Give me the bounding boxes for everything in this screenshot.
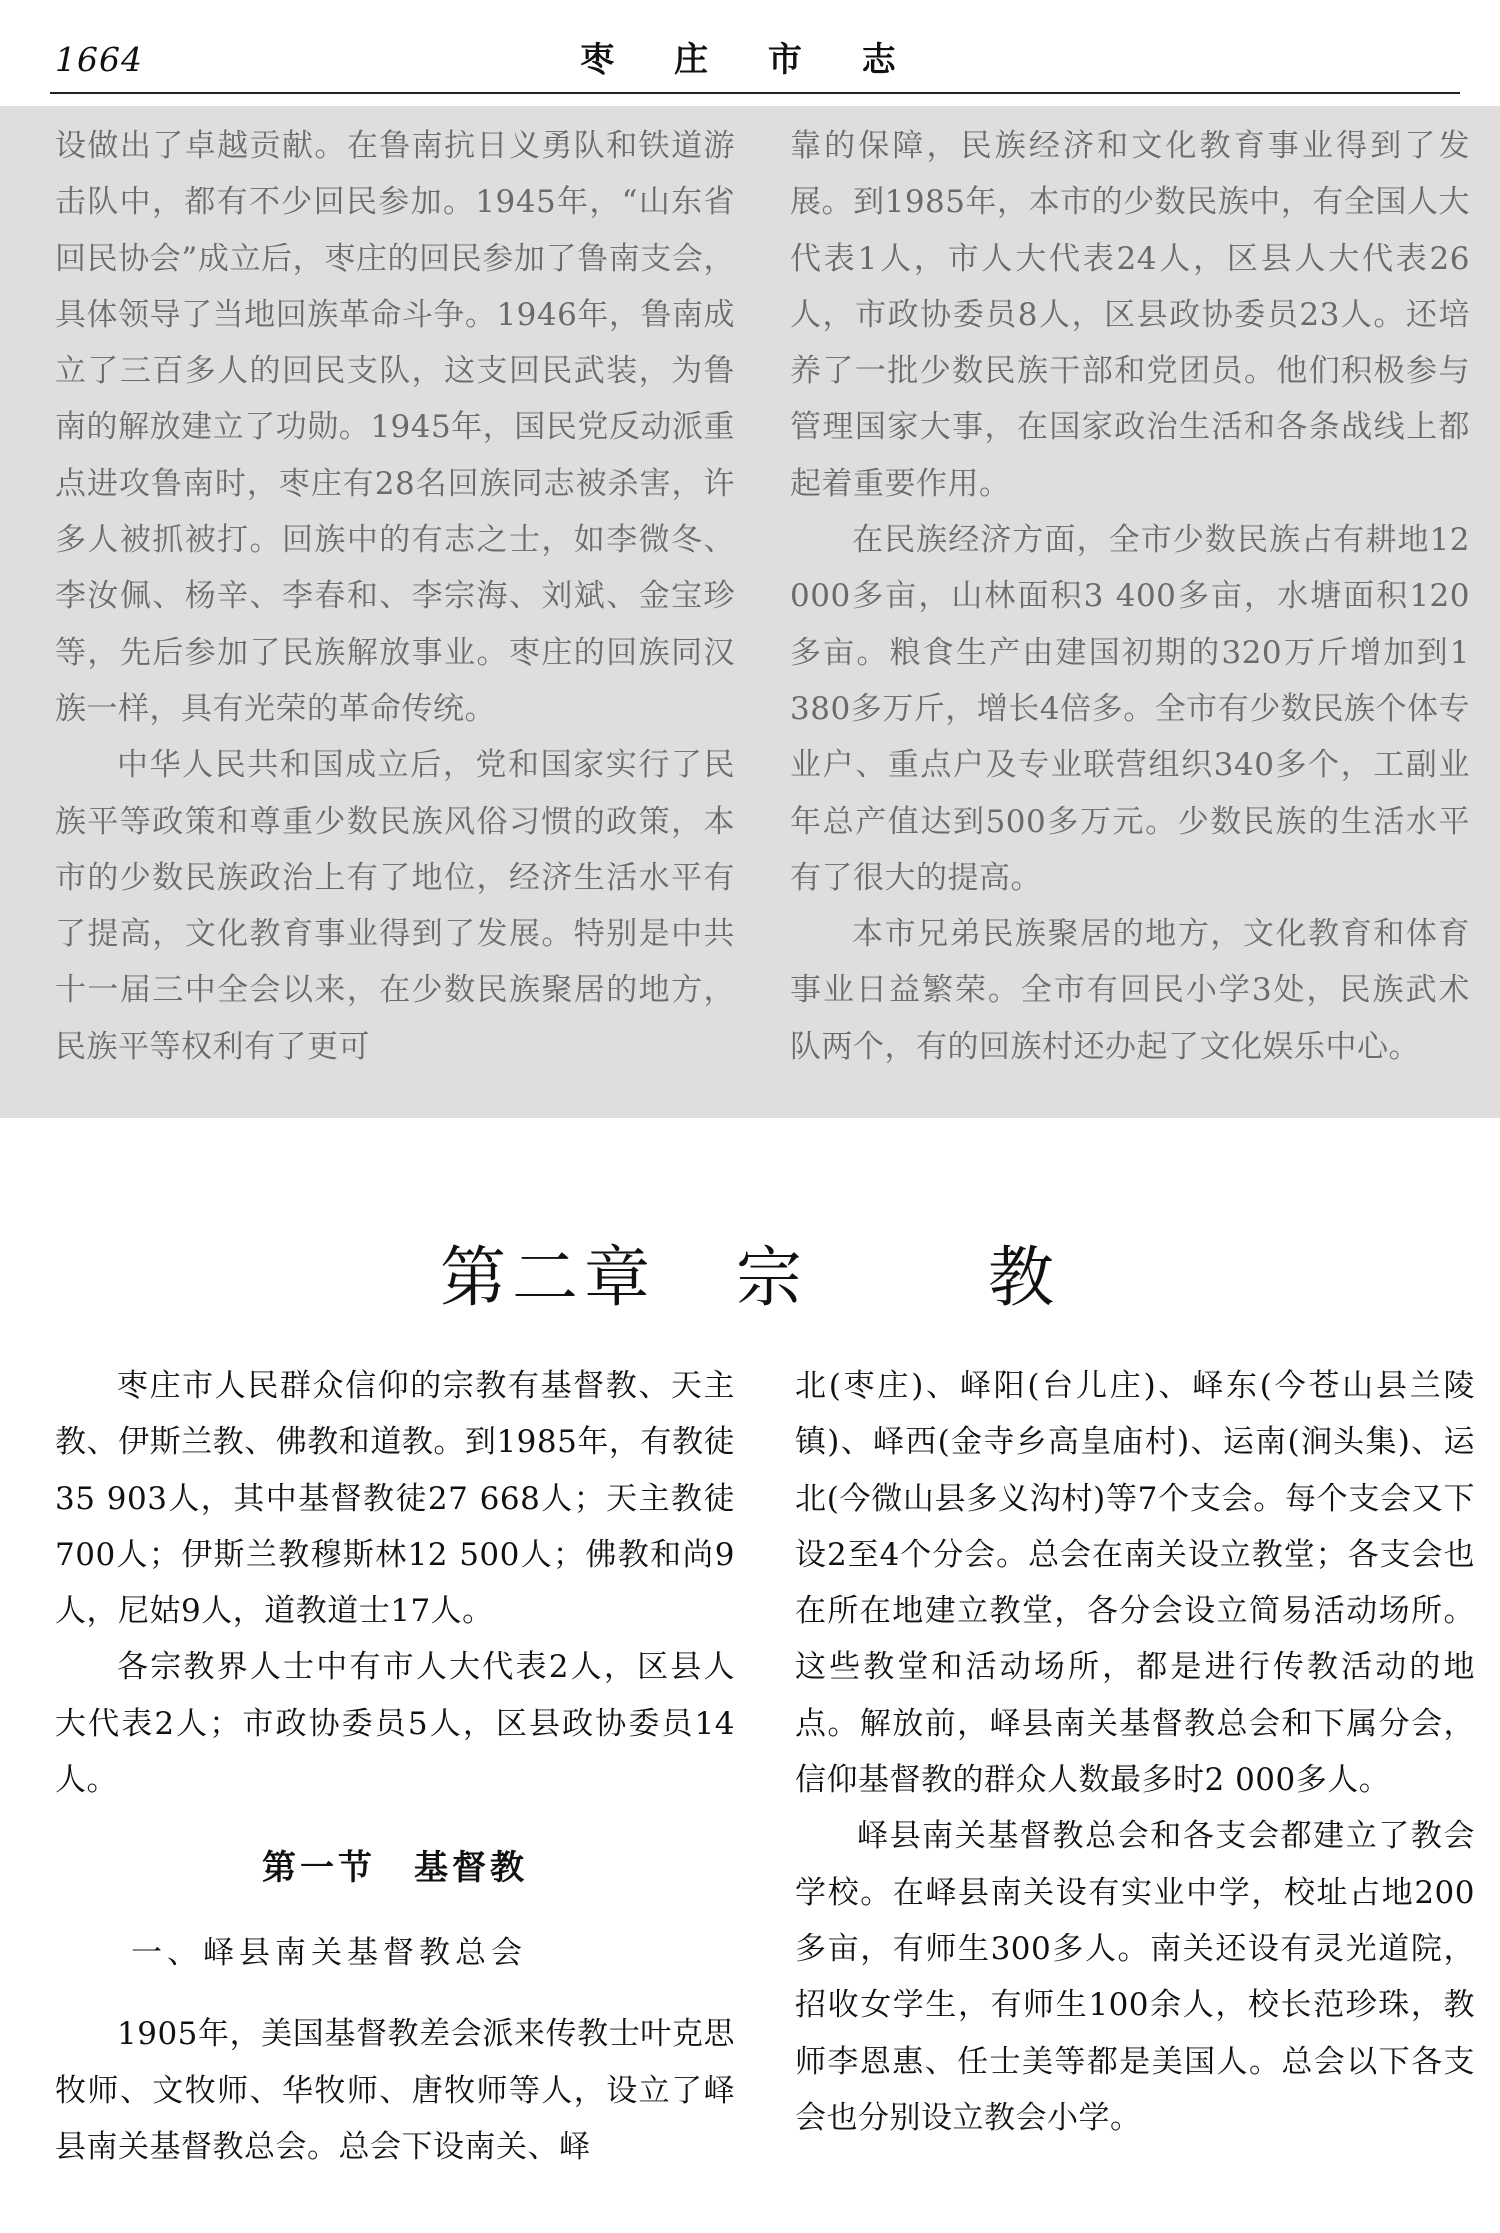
header-rule [50,92,1460,94]
paragraph: 峄县南关基督教总会和各支会都建立了教会学校。在峄县南关设有实业中学，校址占地200多亩，有师生300多人。南关还设有灵光道院，招收女学生，有师生100余人，校长范珍珠，教师李恩惠、任士美等都是美国人。总会以下各支会也分别设立教会小学。 [795,1818,1475,2136]
section-heading: 第一节 基督教 [262,1848,528,1889]
shaded-left-column [55,118,735,1075]
paragraph: 各宗教界人士中有市人大代表2人，区县人大代表2人；市政协委员5人，区县政协委员14人。 [55,1649,735,1799]
chapter-number: 第二章 [440,1239,656,1317]
paragraph: 中华人民共和国成立后，党和国家实行了民族平等政策和尊重少数民族风俗习惯的政策，本市的少数民族政治上有了地位，经济生活水平有了提高，文化教育事业得到了发展。特别是中共十一届三中全会以来，在少数民族聚居的地方，民族平等权利有了更可 [55,747,735,1065]
paragraph: 在民族经济方面，全市少数民族占有耕地12 000多亩，山林面积3 400多亩，水塘面积120多亩。粮食生产由建国初期的320万斤增加到1 380多万斤，增长4倍多。全市有少数民族个体专业户、重点户及专业联营组织340多个，工副业年总产值达到500多万元。少数民族的生活水平有了很大的提高。 [790,522,1470,896]
page-header [0,0,1500,110]
shaded-continuation-block [0,106,1500,1118]
chapter-name-char: 教 [988,1239,1060,1317]
paragraph: 枣庄市人民群众信仰的宗教有基督教、天主教、伊斯兰教、佛教和道教。到1985年，有教徒35 903人，其中基督教徒27 668人；天主教徒700人；伊斯兰教穆斯林12 500人；佛教和尚9人，尼姑9人，道教道士17人。 [55,1368,735,1630]
paragraph: 本市兄弟民族聚居的地方，文化教育和体育事业日益繁荣。全市有回民小学3处，民族武术队两个，有的回族村还办起了文化娱乐中心。 [790,916,1470,1065]
running-title: 枣 庄 市 志 [580,40,920,80]
paragraph: 设做出了卓越贡献。在鲁南抗日义勇队和铁道游击队中，都有不少回民参加。1945年，“山东省回民协会”成立后，枣庄的回民参加了鲁南支会，具体领导了当地回族革命斗争。1946年，鲁南成立了三百多人的回民支队，这支回民武装，为鲁南的解放建立了功勋。1945年，国民党反动派重点进攻鲁南时，枣庄有28名回族同志被杀害，许多人被抓被打。回族中的有志之士，如李微冬、李汝佩、杨辛、李春和、李宗海、刘斌、金宝珍等，先后参加了民族解放事业。枣庄的回族同汉族一样，具有光荣的革命传统。 [55,128,735,727]
page-number: 1664 [55,40,143,79]
chapter-title [0,1224,1500,1319]
paragraph: 靠的保障，民族经济和文化教育事业得到了发展。到1985年，本市的少数民族中，有全国人大代表1人，市人大代表24人，区县人大代表26人，市政协委员8人，区县政协委员23人。还培养了一批少数民族干部和党团员。他们积极参与管理国家大事，在国家政治生活和各条战线上都起着重要作用。 [790,128,1470,502]
shaded-right-column [790,118,1470,1075]
paragraph: 1905年，美国基督教差会派来传教士叶克思牧师、文牧师、华牧师、唐牧师等人，设立了峄县南关基督教总会。总会下设南关、峄 [55,2016,735,2165]
body-left-column [55,1358,735,2175]
paragraph: 北(枣庄)、峄阳(台儿庄)、峄东(今苍山县兰陵镇)、峄西(金寺乡高皇庙村)、运南(涧头集)、运北(今微山县多义沟村)等7个支会。每个支会又下设2至4个分会。总会在南关设立教堂；各支会也在所在地建立教堂，各分会设立简易活动场所。这些教堂和活动场所，都是进行传教活动的地点。解放前，峄县南关基督教总会和下属分会，信仰基督教的群众人数最多时2 000多人。 [795,1368,1475,1799]
chapter-name-char: 宗 [736,1239,808,1317]
sub-heading: 一、峄县南关基督教总会 [131,1935,527,1972]
body-right-column [795,1358,1475,2146]
